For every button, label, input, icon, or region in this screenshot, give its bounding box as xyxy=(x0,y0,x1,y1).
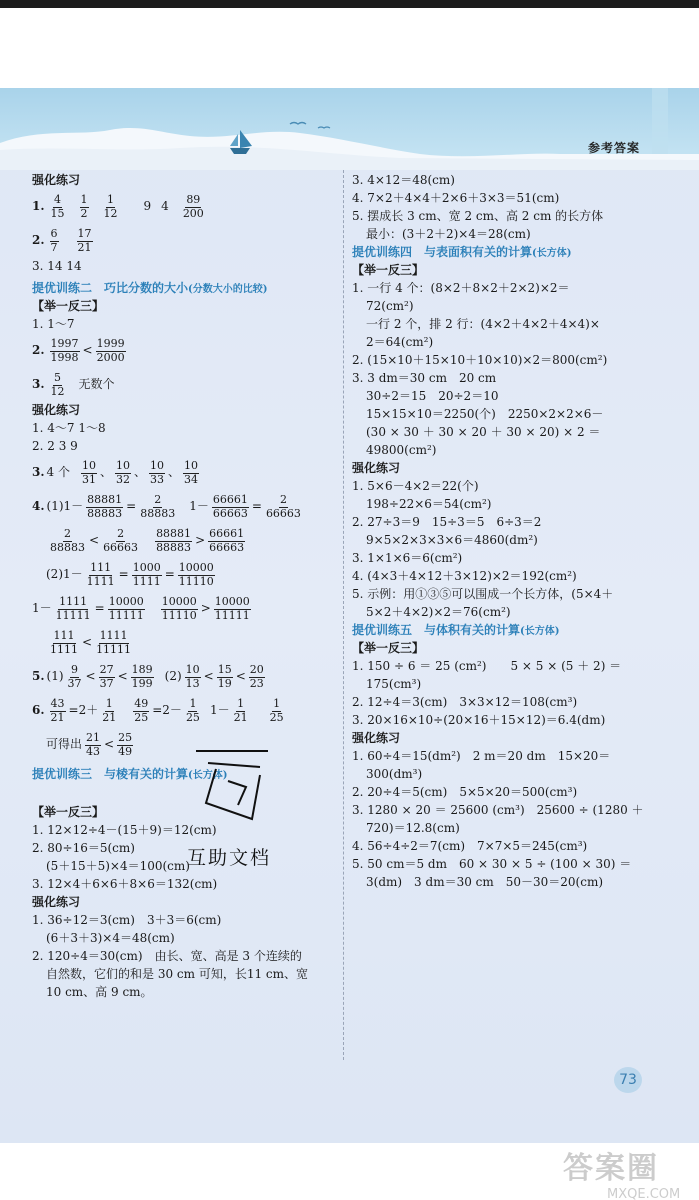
stamp-logo-icon xyxy=(188,745,278,835)
left-column xyxy=(32,172,338,1002)
answer-line: $\frac{111}{1111}$ < $\frac{1111}{11111}$ xyxy=(50,629,132,656)
answer-line: 3. 14 14 xyxy=(32,259,82,274)
fraction: $\frac{1}{12}$ xyxy=(103,193,118,220)
answer-line: 4. (4×3＋4×12＋3×12)×2＝192(cm²) xyxy=(352,569,577,584)
answer-line: $\frac{2}{88883}$ < $\frac{2}{66663}$ $\frac{88881}{88883}$ > $\frac{66661}{66663}$ xyxy=(50,527,245,554)
answer-line: 最小：(3＋2＋2)×4＝28(cm) xyxy=(366,227,531,242)
answer-line: 1. 60÷4＝15(dm²) 2 m＝20 dm 15×20＝ xyxy=(352,749,611,764)
watermark-text: 互助文档 xyxy=(187,847,272,869)
answer-line: 2. 80÷16＝5(cm) xyxy=(32,841,135,856)
answer-line: 3. 4 个 $\frac{10}{31}$ 、 $\frac{10}{32}$ 、 $\frac{10}{33}$ 、 $\frac{10}{34}$ xyxy=(32,459,199,486)
site-logo xyxy=(563,1143,691,1200)
section-heading: 强化练习 xyxy=(32,403,81,418)
answer-line: 4. (1)1－ $\frac{88881}{88883}$ = $\frac{2}{88883}$ 1－ $\frac{66661}{66663}$ = $\frac{2}{66663}$ xyxy=(32,493,301,520)
answer-line: 2. 2 3 9 xyxy=(32,439,78,454)
answer-line: 3. $\frac{5}{12}$ 无数个 xyxy=(32,371,115,398)
answer-line: 自然数，它们的和是 30 cm 可知，长11 cm、宽 xyxy=(46,967,308,982)
answer-line: (6＋3＋3)×4＝48(cm) xyxy=(46,931,175,946)
sub-heading: 【举一反三】 xyxy=(352,641,425,656)
answer-line: 1. $\frac{4}{15}$ $\frac{1}{2}$ $\frac{1}{12}$ 9 4 $\frac{89}{200}$ xyxy=(32,193,204,220)
section-heading: 强化练习 xyxy=(32,895,81,910)
section-title: 提优训练四 与表面积有关的计算 (长方体) xyxy=(352,245,572,260)
sub-heading: 【举一反三】 xyxy=(32,299,105,314)
answer-line: 3. 20×16×10÷(20×16＋15×12)＝6.4(dm) xyxy=(352,713,606,728)
answer-line: 175(cm³) xyxy=(366,677,422,692)
logo-domain: MXQE.COM xyxy=(607,1187,681,1200)
answer-line: 198÷22×6＝54(cm²) xyxy=(366,497,492,512)
answer-line: 300(dm³) xyxy=(366,767,423,782)
answer-line: 1. 5×6－4×2＝22(个) xyxy=(352,479,479,494)
answer-line: 3. 1280 × 20 ＝ 25600 (cm³) 25600 ÷ (1280 ＋ xyxy=(352,803,644,818)
answer-line: 15×15×10＝2250(个) 2250×2×2×6－ xyxy=(366,407,604,422)
answer-line: 10 cm、高 9 cm。 xyxy=(46,985,153,1000)
answer-line: 3(dm) 3 dm＝30 cm 50－30＝20(cm) xyxy=(366,875,604,890)
answer-line: 2. 20÷4＝5(cm) 5×5×20＝500(cm³) xyxy=(352,785,578,800)
header-banner xyxy=(0,88,699,170)
answer-line: 2. $\frac{6}{7}$ $\frac{17}{21}$ xyxy=(32,227,92,254)
answer-line: 3. 4×12＝48(cm) xyxy=(352,173,455,188)
answer-line: 72(cm²) xyxy=(366,299,414,314)
sky-sea-illustration xyxy=(0,88,699,170)
fraction: $\frac{89}{200}$ xyxy=(182,193,204,220)
answer-line: 2＝64(cm²) xyxy=(366,335,434,350)
answer-line: 5. 示例：用①③⑤可以围成一个长方体，(5×4＋ xyxy=(352,587,614,602)
answer-line: 2. 27÷3＝9 15÷3＝5 6÷3＝2 xyxy=(352,515,542,530)
answer-line: 1. 150 ÷ 6 ＝ 25 (cm²) 5 × 5 × (5 ＋ 2) ＝ xyxy=(352,659,622,674)
top-status-bar xyxy=(0,0,699,8)
answer-line: 30÷2＝15 20÷2＝10 xyxy=(366,389,499,404)
answer-line: 一行 2 个，排 2 行：(4×2＋4×2＋4×4)× xyxy=(366,317,600,332)
answer-line: 2. (15×10＋15×10＋10×10)×2＝800(cm²) xyxy=(352,353,608,368)
answer-line: 6. $\frac{43}{21}$ =2＋ $\frac{1}{21}$ $\frac{49}{25}$ =2－ $\frac{1}{25}$ 1－ $\frac{1}{21}$ $\frac{1}{25}$ xyxy=(32,697,284,724)
right-column xyxy=(352,172,682,892)
answer-line: 可得出 $\frac{21}{43}$ < $\frac{25}{49}$ xyxy=(46,731,133,758)
answer-line: 5. (1) $\frac{9}{37}$ < $\frac{27}{37}$ < $\frac{189}{199}$ (2) $\frac{10}{13}$ < $\frac{15}{19}$ < $\frac{20}{23}$ xyxy=(32,663,264,690)
section-heading: 强化练习 xyxy=(32,173,81,188)
answer-line: 3. 1×1×6＝6(cm²) xyxy=(352,551,463,566)
page-number: 73 xyxy=(614,1067,642,1093)
answer-line: 5. 摆成长 3 cm、宽 2 cm、高 2 cm 的长方体 xyxy=(352,209,604,224)
answer-line: 2. 12÷4＝3(cm) 3×3×12＝108(cm³) xyxy=(352,695,578,710)
answer-line: 1. 4～7 1～8 xyxy=(32,421,106,436)
answer-line: 1. 一行 4 个：(8×2＋8×2＋2×2)×2＝ xyxy=(352,281,570,296)
section-heading: 强化练习 xyxy=(352,731,401,746)
section-title: 提优训练二 巧比分数的大小 (分数大小的比较) xyxy=(32,281,268,296)
answer-line: (30 × 30 ＋ 30 × 20 ＋ 30 × 20) × 2 ＝ xyxy=(366,425,601,440)
logo-text: 答案圈 xyxy=(563,1151,659,1186)
answer-line: 3. 12×4＋6×6＋8×6＝132(cm) xyxy=(32,877,218,892)
answer-line: 1. 36÷12＝3(cm) 3＋3＝6(cm) xyxy=(32,913,222,928)
answer-line: 49800(cm²) xyxy=(366,443,437,458)
answer-line: 1－ $\frac{1111}{11111}$ = $\frac{10000}{11111}$ $\frac{10000}{11110}$ > $\frac{10000}{11111}$ xyxy=(32,595,250,622)
answer-line: 4. 56÷4÷2＝7(cm) 7×7×5＝245(cm³) xyxy=(352,839,588,854)
section-heading: 强化练习 xyxy=(352,461,401,476)
fraction: $\frac{1}{2}$ xyxy=(80,193,88,220)
answer-line: 2. 120÷4＝30(cm) 由长、宽、高是 3 个连续的 xyxy=(32,949,302,964)
answer-line: 1. 12×12÷4－(15＋9)＝12(cm) xyxy=(32,823,217,838)
column-divider xyxy=(343,170,344,1060)
sub-heading: 【举一反三】 xyxy=(352,263,425,278)
answer-line: 9×5×2×3×3×6＝4860(dm²) xyxy=(366,533,538,548)
answer-line: 5. 50 cm＝5 dm 60 × 30 × 5 ÷ (100 × 30) ＝ xyxy=(352,857,632,872)
fraction: $\frac{4}{15}$ xyxy=(50,193,65,220)
answer-line: 2. $\frac{1997}{1998}$ < $\frac{1999}{2000}$ xyxy=(32,337,125,364)
answer-line: 4. 7×2＋4×4＋2×6＋3×3＝51(cm) xyxy=(352,191,560,206)
answer-line: 1. 1～7 xyxy=(32,317,75,332)
answer-line: 3. 3 dm＝30 cm 20 cm xyxy=(352,371,497,386)
sub-heading: 【举一反三】 xyxy=(32,805,105,820)
answer-line: 5×2＋4×2)×2＝76(cm²) xyxy=(366,605,511,620)
answer-line: 720)＝12.8(cm) xyxy=(366,821,460,836)
answer-line: (2)1－ $\frac{111}{1111}$ = $\frac{1000}{1111}$ = $\frac{10000}{11110}$ xyxy=(46,561,214,588)
answer-line: (5＋15＋5)×4＝100(cm) xyxy=(46,859,190,874)
section-title: 提优训练五 与体积有关的计算 (长方体) xyxy=(352,623,560,638)
section-title: 提优训练三 与棱有关的计算 (长方体) xyxy=(32,767,228,782)
answer-key-title: 参考答案 xyxy=(588,141,641,155)
